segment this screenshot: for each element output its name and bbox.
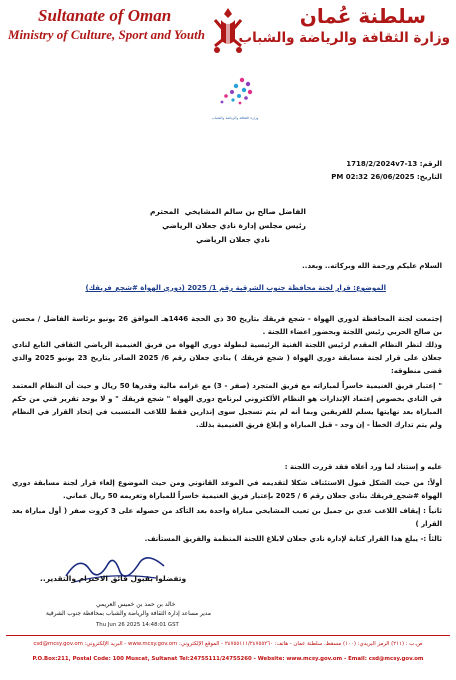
signature-timestamp: Thu Jun 26 2025 14:48:01 GST: [96, 622, 179, 628]
body-paragraph-2: وذلك لنظر النظام المقدم لرئيس اللجنة الفنية الرئيسية لبطولة دوري الهواة من فريق الغنيمية الرياضي الثقافي التابع لنادي جعلان على قرار لجنة مسابقة دوري الهواة ( شجع فريقك ) بنادي جعلان رقم 6/ 2025 الصادر بتاريخ 23 يونيو 2025 والذي قضى منطوقه:: [12, 341, 443, 375]
greeting: السلام عليكم ورحمة الله وبركاته.. وبعد..: [302, 262, 442, 270]
body-paragraph-7: ثالثاً :- يبلغ هذا القرار كتابة لإدارة نادي جعلان لابلاغ اللجنة المنظمة والفريق المستأنف.: [144, 535, 442, 543]
footer-english: P.O.Box:211, Postal Code: 100 Muscat, Sultanat Tel:24755111/24755260 - Website: www.mcsy.gov.om - Email: csd@mcsy.gov.om: [32, 656, 424, 662]
signatory-name: خالد بن حمد بن خميس العريمي: [96, 601, 176, 608]
recipient-honorific: المحترم: [150, 207, 180, 216]
ministry-subtitle-ar: وزارة الثقافة والرياضة والشباب: [238, 30, 450, 46]
recipient-name: الفاضل صالح بن سالم المشايخي: [184, 207, 306, 216]
body-paragraph-5: أولاً: من حيث الشكل قبول الاستئناف شكلا لتقديمه في الموعد القانوني ومن حيث الموضوع إلغاء قرار لجنة مسابقة دوري الهواة #شجع_فريقك بنادي جعلان رقم 6 / 2025 بإعتبار فريق الغنيمية خاسراً للمباراة وتغريمه 50 ريال عماني.: [12, 479, 442, 500]
body-paragraph-3: " إعتبار فريق الغنيمية خاسراً لمباراته مع فريق المتجرد (صفر - 3) مع غرامه مالية وقدرها 50 ريال و حيث أن النظام المعتمد في النادي بخصوص إعتماد الإنذارات هو النظام الألكتروني لبرنامج دوري الهواة " شجع فريقك " و لا يوجد تقرير فني من حكم المباراة بعد نهايتها يسلم للفريقين وبما أنه لم يتم تسجيل سوى إنذارين فقط لللاعب المتسبب في إتخاذ القرار في النظام ولم يتم تدارك الخطأ - إن وجد - قبل المباراة و إبلاغ فريق الغنيمية بذلك.: [12, 382, 442, 429]
recipient-club: نادي جعلان الرياضي: [196, 235, 270, 244]
body-paragraph-1: إجتمعت لجنة المحافظة لدوري الهواة - شجع فريقك بتاريخ 30 ذي الحجة 1446هـ الموافق 26 يونيو برئاسة الفاضل / محسن بن صالح الحربي رئيس اللجنة وبحضور اعضاء اللجنة .: [12, 315, 442, 336]
footer-divider: [6, 635, 450, 636]
signatory-title: مدير مساعد إدارة الثقافة والرياضة والشباب بمحافظة جنوب الشرقية: [46, 611, 211, 617]
body-paragraph-4: عليه و إستناد لما ورد أعلاه فقد قررت اللجنة :: [284, 463, 442, 471]
reference-number: الرقم: 1718/2/2024v7-13: [346, 160, 442, 168]
subject-line: الموضوع: قرار لجنة محافظة جنوب الشرقية رقم 1/ 2025 (دوري الهواة #شجع_فريقك): [85, 284, 386, 292]
closing-line: وتفضلوا بقبول فائق الاحترام والتقدير..: [40, 574, 187, 583]
footer-arabic: ص.ب : (٢١١) الرمز البريدي: (١٠٠) مسقط، سلطنة عمان - هاتف: ٢٤٧٥٥١١١/٢٤٧٥٥٢٦٠ - الموقع الإلكتروني: www.mcsy.gov.om - البريد الإلكتروني: csd@mcsy.gov.om: [33, 641, 423, 647]
reference-date: التاريخ: 26/06/2025 02:32 PM: [331, 173, 442, 181]
ministry-title-ar: سلطنة عُمان: [299, 4, 426, 28]
ministry-logo-icon: [212, 70, 258, 118]
recipient-position: رئيس مجلس إدارة نادي جعلان الرياضي: [162, 221, 306, 230]
ministry-subtitle-en: Ministry of Culture, Sport and Youth: [8, 27, 205, 42]
ministry-title-en: Sultanate of Oman: [38, 6, 172, 25]
body-paragraph-6: ثانياً : إيقاف اللاعب عدي بن جميل بن تعيب المشايخي مباراة واحدة بعد التأكد من حصوله على 3 كروت صفر ( أول مباراة بعد القرار ): [12, 507, 442, 528]
logo-caption: وزارة الثقافة والرياضة والشباب: [211, 116, 259, 120]
